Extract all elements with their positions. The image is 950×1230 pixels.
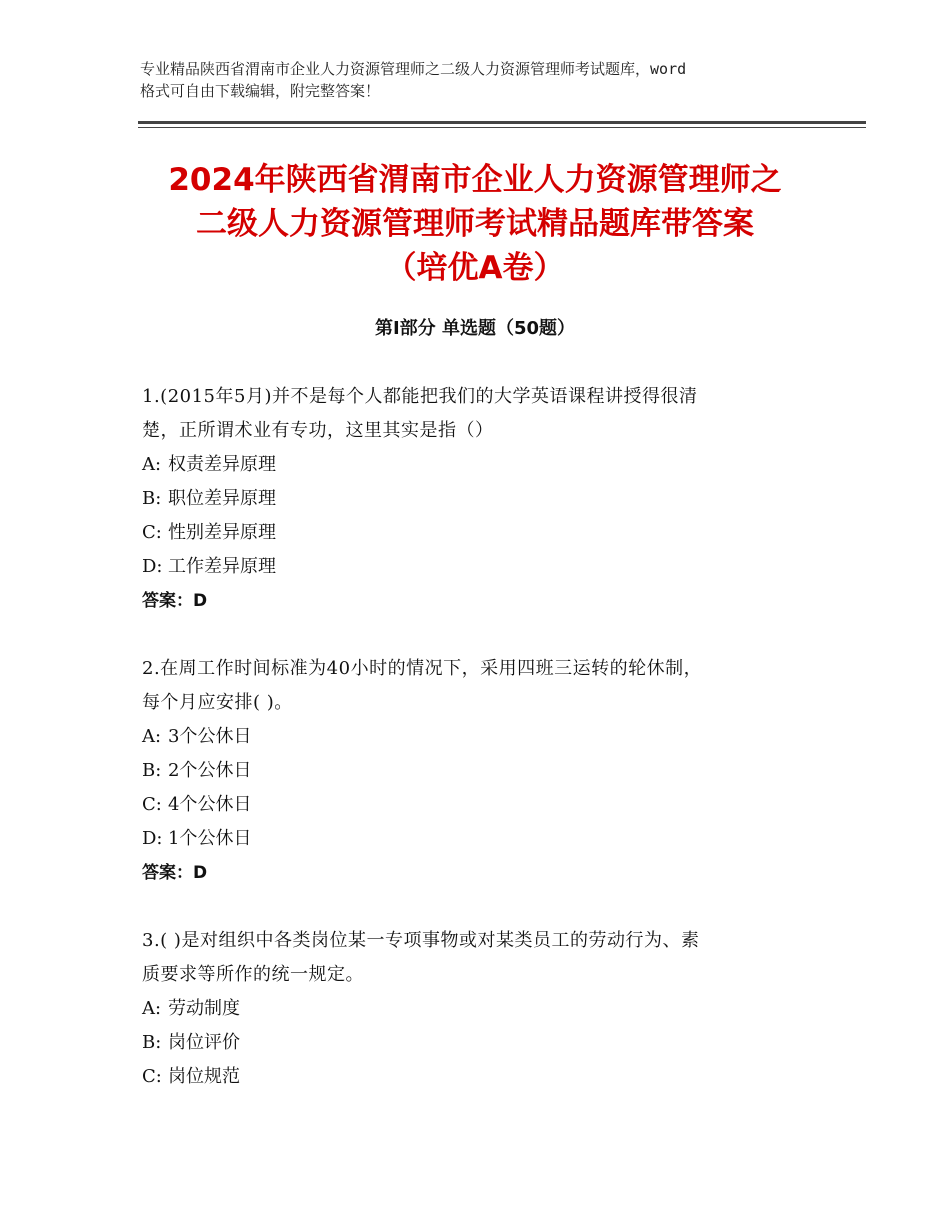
option-text: 劳动制度 <box>168 998 240 1019</box>
header-note-line-2: 格式可自由下载编辑，附完整答案！ <box>140 82 381 100</box>
question-stem: 质要求等所作的统一规定。 <box>142 964 364 985</box>
document-title-line-2: 二级人力资源管理师考试精品题库带答案 <box>196 206 754 242</box>
option-letter: C: <box>142 794 162 815</box>
option-letter: A: <box>142 998 162 1019</box>
option-b <box>142 482 822 516</box>
option-letter: B: <box>142 1032 162 1053</box>
header-divider-thin <box>138 127 866 128</box>
section-title: 第Ⅰ部分 单选题（50题） <box>374 318 575 339</box>
option-b <box>142 1026 822 1060</box>
option-text: 岗位规范 <box>168 1066 240 1087</box>
option-a <box>142 448 822 482</box>
option-a <box>142 992 822 1026</box>
option-text: 1个公休日 <box>168 828 252 849</box>
option-a <box>142 720 822 754</box>
option-letter: D: <box>142 556 163 577</box>
header-divider-thick <box>138 121 866 124</box>
option-text: 3个公休日 <box>168 726 252 747</box>
option-letter: D: <box>142 828 163 849</box>
option-letter: A: <box>142 454 162 475</box>
question-stem: 2.在周工作时间标准为40小时的情况下，采用四班三运转的轮休制， <box>142 658 703 679</box>
option-c <box>142 516 822 550</box>
question-stem: 楚，正所谓术业有专功，这里其实是指（） <box>142 420 494 441</box>
option-text: 性别差异原理 <box>168 522 276 543</box>
option-letter: A: <box>142 726 162 747</box>
question-3 <box>142 924 822 1094</box>
header-note-line-1: 专业精品陕西省渭南市企业人力资源管理师之二级人力资源管理师考试题库，word <box>140 60 687 78</box>
option-b <box>142 754 822 788</box>
option-c <box>142 788 822 822</box>
option-letter: C: <box>142 1066 162 1087</box>
question-2 <box>142 652 822 890</box>
option-text: 岗位评价 <box>168 1032 240 1053</box>
option-letter: B: <box>142 488 162 509</box>
document-title-line-3: （培优A卷） <box>385 250 565 286</box>
option-c <box>142 1060 822 1094</box>
option-d <box>142 550 822 584</box>
document-title <box>120 158 830 290</box>
option-text: 2个公休日 <box>168 760 252 781</box>
option-text: 4个公休日 <box>168 794 252 815</box>
document-title-line-1: 2024年陕西省渭南市企业人力资源管理师之 <box>168 162 782 198</box>
answer-label: 答案：D <box>142 863 208 883</box>
answer-label: 答案：D <box>142 591 208 611</box>
option-text: 权责差异原理 <box>168 454 276 475</box>
question-list <box>142 380 822 1128</box>
question-stem: 每个月应安排( )。 <box>142 692 293 713</box>
option-letter: B: <box>142 760 162 781</box>
option-letter: C: <box>142 522 162 543</box>
option-text: 工作差异原理 <box>168 556 276 577</box>
header-note <box>140 58 830 102</box>
option-text: 职位差异原理 <box>168 488 276 509</box>
question-stem: 3.( )是对组织中各类岗位某一专项事物或对某类员工的劳动行为、素 <box>142 930 700 951</box>
option-d <box>142 822 822 856</box>
question-stem: 1.(2015年5月)并不是每个人都能把我们的大学英语课程讲授得很清 <box>142 386 698 407</box>
question-1 <box>142 380 822 618</box>
